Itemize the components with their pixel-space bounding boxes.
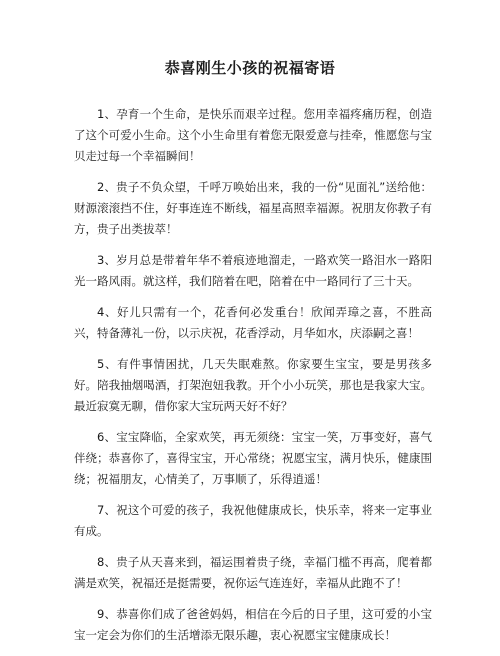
paragraph-4: 4、好儿只需有一个，花香何必发重台！欣闻弄璋之喜，不胜高兴，特备薄礼一份，以示庆祝，花香浮动，月华如水，庆添嗣之喜！ <box>74 305 432 340</box>
paragraph-6: 6、宝宝降临，全家欢笑，再无须绕：宝宝一笑，万事变好，喜气伴绕；恭喜你了，喜得宝宝，开心常绕；祝愿宝宝，满月快乐，健康围绕；祝福朋友，心情美了，万事顺了，乐得逍遥！ <box>74 430 432 486</box>
paragraph-1: 1、孕育一个生命，是快乐而艰辛过程。您用幸福疼痛历程，创造了这个可爱小生命。这个小生命里有着您无限爱意与挂牵，惟愿您与宝贝走过每一个幸福瞬间！ <box>74 107 432 163</box>
paragraph-9: 9、恭喜你们成了爸爸妈妈，相信在今后的日子里，这可爱的小宝宝一定会为你们的生活增添无限乐趣，衷心祝愿宝宝健康成长！ <box>74 607 432 642</box>
paragraph-8: 8、贵子从天喜来到，福运围着贵子绕，幸福门槛不再高，爬着都满是欢笑，祝福还是挺需要，祝你运气连连好，幸福从此跑不了！ <box>74 555 432 590</box>
paragraph-2: 2、贵子不负众望，千呼万唤始出来，我的一份“见面礼”送给他：财源滚滚挡不住，好事连连不断线，福星高照幸福源。祝朋友你教子有方，贵子出类拔萃！ <box>74 180 432 236</box>
document-title: 恭喜刚生小孩的祝福寄语 <box>164 59 336 77</box>
paragraph-5: 5、有件事情困扰，几天失眠难熬。你家要生宝宝，要是男孩多好。陪我抽烟喝酒，打架泡妞我教。开个小小玩笑，那也是我家大宝。最近寂寞无聊，借你家大宝玩两天好不好？ <box>74 357 432 413</box>
paragraph-7: 7、祝这个可爱的孩子，我祝他健康成长，快乐幸，将来一定事业有成。 <box>74 503 432 538</box>
document-body <box>74 104 432 656</box>
paragraph-3: 3、岁月总是带着年华不着痕迹地溜走，一路欢笑一路泪水一路阳光一路风雨。就这样，我们陪着在吧，陪着在中一路同行了三十天。 <box>74 253 432 288</box>
